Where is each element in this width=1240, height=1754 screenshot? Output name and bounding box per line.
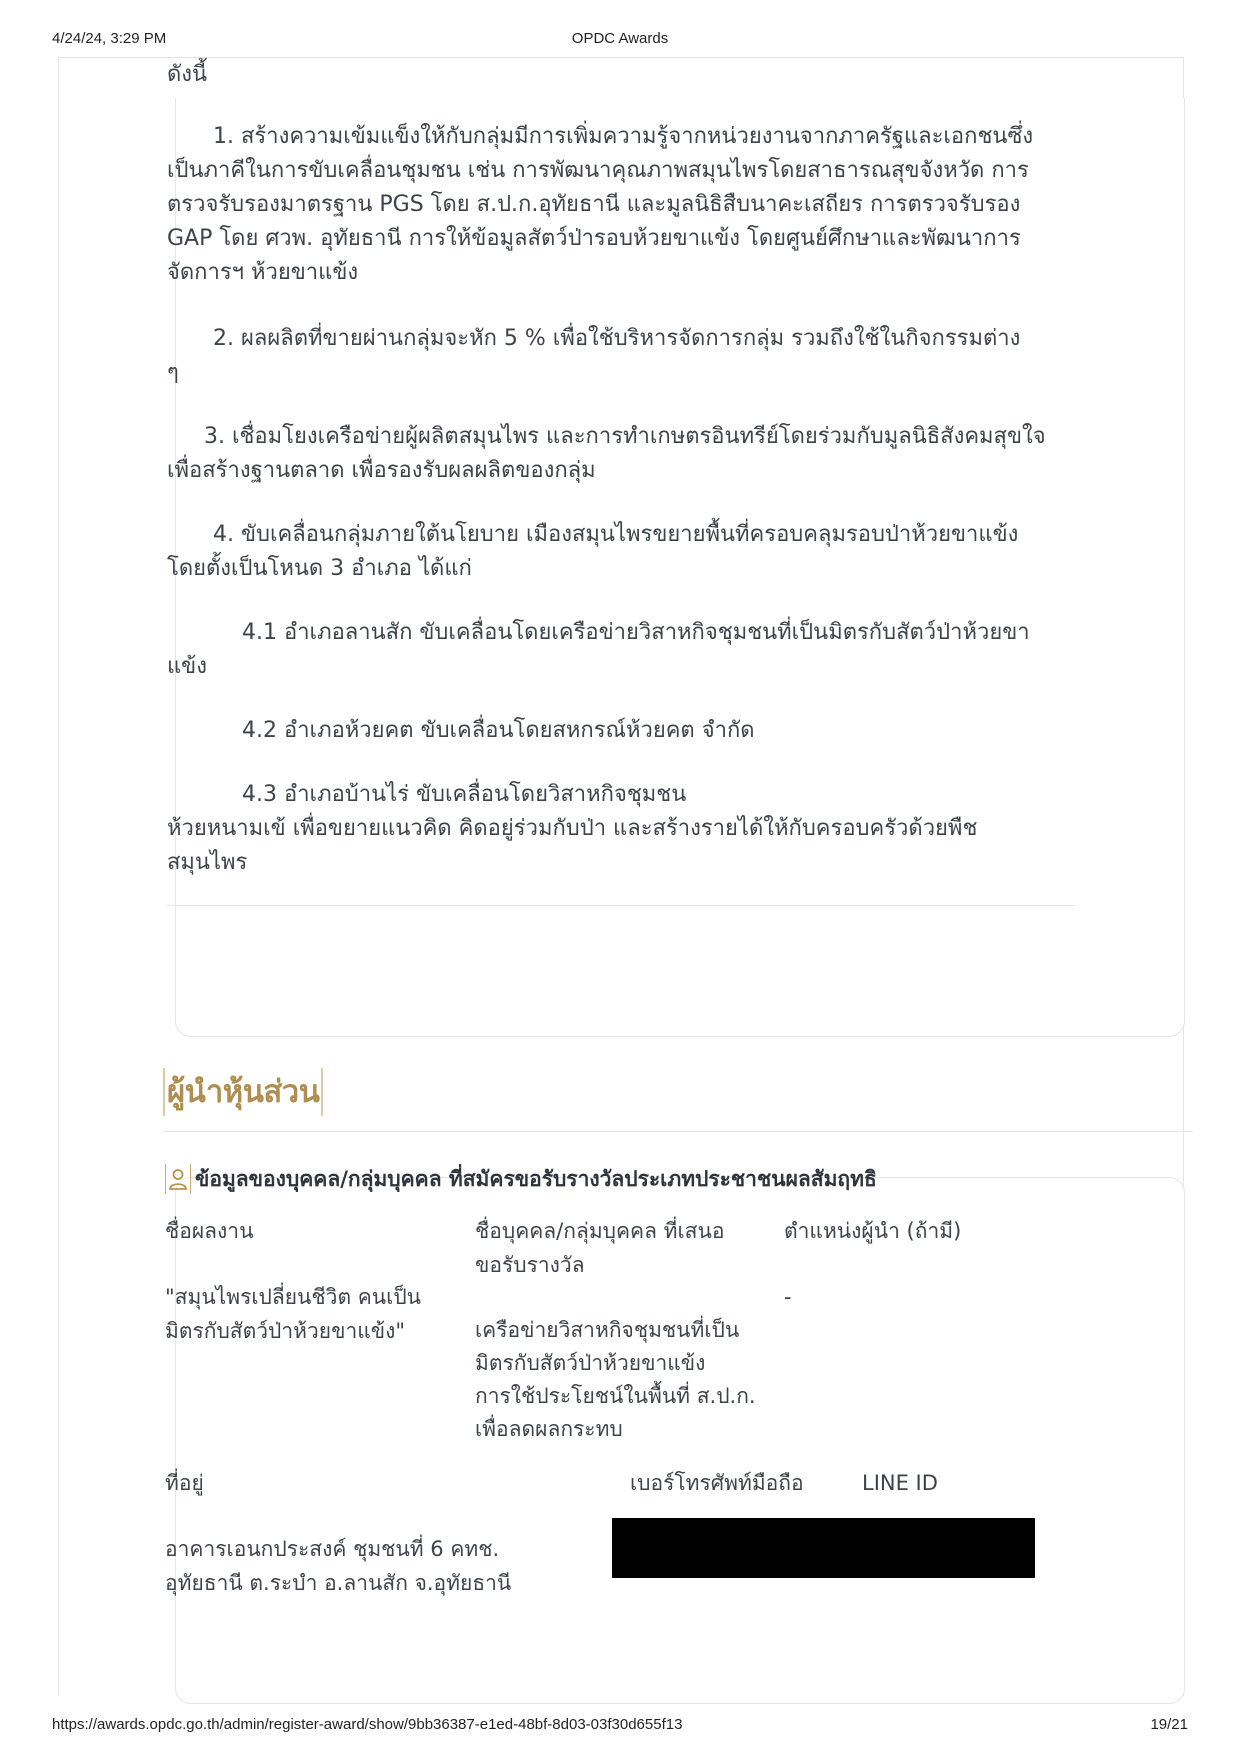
- item-4-2: [167, 714, 1077, 748]
- item-4-3-line: สมุนไพร: [167, 850, 248, 875]
- item-4-line: 4. ขับเคลื่อนกลุ่มภายใต้นโยบาย เมืองสมุนไพรขยายพื้นที่ครอบคลุมรอบป่าห้วยขาแข้ง: [213, 522, 1019, 547]
- item-2-line: 2. ผลผลิตที่ขายผ่านกลุ่มจะหัก 5 % เพื่อใช้บริหารจัดการกลุ่ม รวมถึงใช้ในกิจกรรมต่าง: [213, 326, 1021, 351]
- item-4-1-line: แข้ง: [167, 654, 207, 679]
- section-divider: [163, 1131, 1193, 1132]
- item-1-line: เป็นภาคีในการขับเคลื่อนชุมชน เช่น การพัฒนาคุณภาพสมุนไพรโดยสาธารณสุขจังหวัด การ: [167, 158, 1029, 183]
- item-3-line: เพื่อสร้างฐานตลาด เพื่อรองรับผลผลิตของกลุ่ม: [167, 458, 596, 483]
- item-3: [167, 420, 1077, 488]
- work-name-label: ชื่อผลงาน: [165, 1219, 254, 1243]
- item-1-line: ตรวจรับรองมาตรฐาน PGS โดย ส.ป.ก.อุทัยธานี และมูลนิธิสืบนาคะเสถียร การตรวจรับรอง: [167, 192, 1021, 217]
- print-url: https://awards.opdc.go.th/admin/register-award/show/9bb36387-e1ed-48bf-8d03-03f30d655f13: [52, 1716, 683, 1733]
- item-1-line: จัดการฯ ห้วยขาแข้ง: [167, 260, 359, 285]
- group-value-line: มิตรกับสัตว์ป่าห้วยขาแข้ง: [475, 1351, 706, 1375]
- print-footer: [52, 1716, 1188, 1736]
- item-4: [167, 518, 1077, 586]
- phone-label: เบอร์โทรศัพท์มือถือ: [630, 1471, 804, 1495]
- item-2: [167, 322, 1077, 390]
- group-label-line: ขอรับรางวัล: [475, 1253, 585, 1277]
- content-divider: [167, 905, 1075, 906]
- user-icon: [165, 1164, 191, 1194]
- item-1: [167, 120, 1077, 290]
- address-line: อาคารเอนกประสงค์ ชุมชนที่ 6 คทช.: [165, 1537, 500, 1561]
- item-4-3: [167, 778, 1077, 880]
- item-4-3-line: 4.3 อำเภอบ้านไร่ ขับเคลื่อนโดยวิสาหกิจชุมชน: [242, 782, 687, 807]
- item-4-3-line: ห้วยหนามเข้ เพื่อขยายแนวคิด คิดอยู่ร่วมกับป่า และสร้างรายได้ให้กับครอบครัวด้วยพืช: [167, 816, 978, 841]
- address-label: ที่อยู่: [165, 1471, 204, 1495]
- item-4-1-line: 4.1 อำเภอลานสัก ขับเคลื่อนโดยเครือข่ายวิสาหกิจชุมชนที่เป็นมิตรกับสัตว์ป่าห้วยขา: [242, 620, 1030, 645]
- group-label: [475, 1214, 724, 1282]
- print-header: [52, 30, 1188, 50]
- work-name-line: "สมุนไพรเปลี่ยนชีวิต คนเป็น: [165, 1285, 422, 1309]
- work-name-value: [165, 1280, 421, 1348]
- print-datetime: 4/24/24, 3:29 PM: [52, 30, 167, 47]
- group-label-line: ชื่อบุคคล/กลุ่มบุคคล ที่เสนอ: [475, 1219, 725, 1243]
- redacted-contact-block: [612, 1518, 1035, 1578]
- print-title: OPDC Awards: [571, 30, 669, 47]
- item-1-line: 1. สร้างความเข้มแข็งให้กับกลุ่มมีการเพิ่มความรู้จากหน่วยงานจากภาครัฐและเอกชนซึ่ง: [213, 124, 1034, 149]
- intro-text: [167, 58, 1077, 92]
- intro-line: ดังนี้: [167, 62, 208, 87]
- position-label: ตำแหน่งผู้นำ (ถ้ามี): [784, 1219, 962, 1243]
- item-4-line: โดยตั้งเป็นโหนด 3 อำเภอ ได้แก่: [167, 556, 472, 581]
- group-value: [475, 1314, 756, 1446]
- item-1-line: GAP โดย ศวพ. อุทัยธานี การให้ข้อมูลสัตว์ป่ารอบห้วยขาแข้ง โดยศูนย์ศึกษาและพัฒนาการ: [167, 226, 1021, 251]
- print-page-number: 19/21: [1150, 1716, 1188, 1733]
- position-value: -: [784, 1285, 792, 1309]
- item-3-line: 3. เชื่อมโยงเครือข่ายผู้ผลิตสมุนไพร และการทำเกษตรอินทรีย์โดยร่วมกับมูลนิธิสังคมสุขใจ: [204, 424, 1046, 449]
- address-line: อุทัยธานี ต.ระบำ อ.ลานสัก จ.อุทัยธานี: [165, 1571, 512, 1595]
- section-title: ผู้นำหุ้นส่วน: [163, 1068, 323, 1116]
- item-4-1: [167, 616, 1077, 684]
- item-2-line: ๆ: [167, 360, 179, 385]
- item-4-2-line: 4.2 อำเภอห้วยคต ขับเคลื่อนโดยสหกรณ์ห้วยคต จำกัด: [242, 718, 755, 743]
- work-name-line: มิตรกับสัตว์ป่าห้วยขาแข้ง": [165, 1319, 406, 1343]
- line-id-label: LINE ID: [862, 1471, 938, 1495]
- applicant-heading: [165, 1162, 877, 1196]
- applicant-heading-text: ข้อมูลของบุคคล/กลุ่มบุคคล ที่สมัครขอรับรางวัลประเภทประชาชนผลสัมฤทธิ: [195, 1166, 877, 1191]
- group-value-line: เพื่อลดผลกระทบ: [475, 1417, 623, 1441]
- group-value-line: การใช้ประโยชน์ในพื้นที่ ส.ป.ก.: [475, 1384, 756, 1408]
- group-value-line: เครือข่ายวิสาหกิจชุมชนที่เป็น: [475, 1318, 740, 1342]
- address-value: [165, 1532, 511, 1600]
